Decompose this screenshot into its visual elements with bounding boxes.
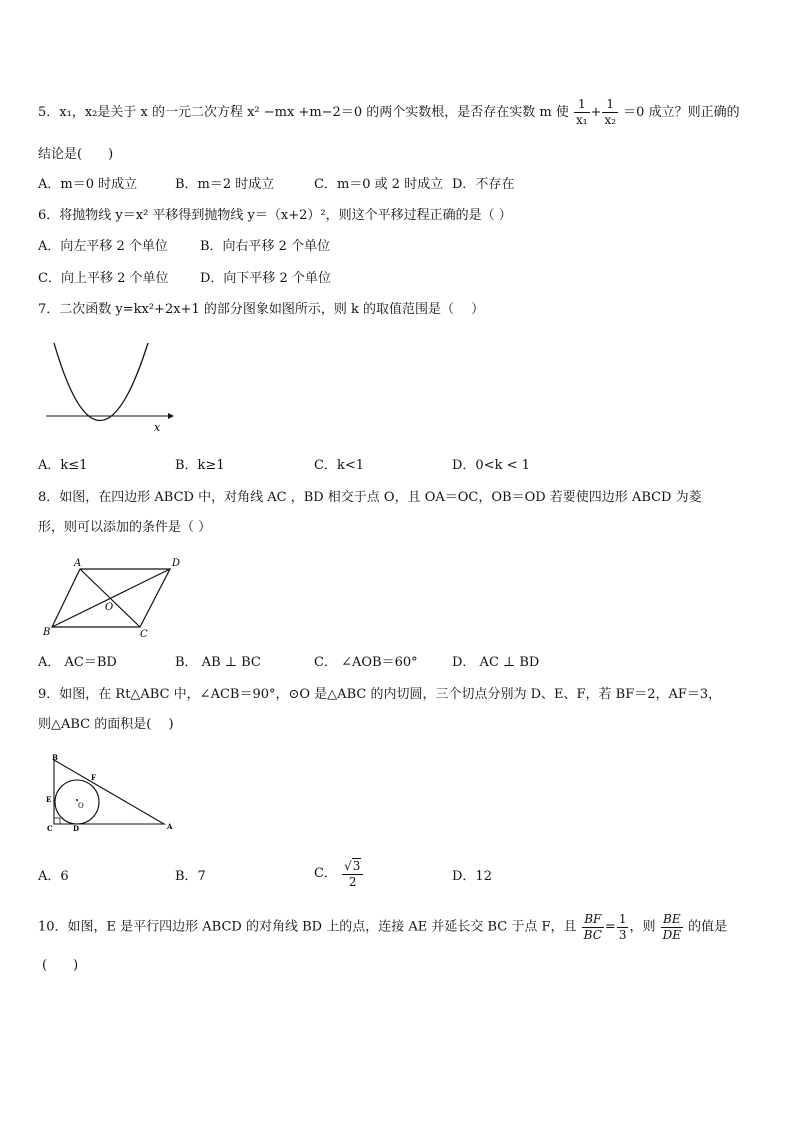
q10-text-mid: ，则 [629, 919, 656, 935]
q9-center-point [76, 799, 78, 801]
q7-option-a[interactable]: A．k≤1 [38, 458, 88, 473]
q9-right-angle-mark [54, 818, 60, 824]
q8-line2: 形，则可以添加的条件是（ ） [38, 520, 212, 535]
q9-label-c: C [47, 824, 53, 833]
q8-label-b: B [43, 627, 51, 638]
q9-triangle-figure [42, 752, 182, 834]
q9-option-a[interactable]: A．6 [38, 869, 69, 884]
q7-parabola-curve [54, 343, 148, 421]
q10-f2-den: 3 [618, 928, 627, 942]
q5-frac1-den: x₁ [575, 113, 588, 127]
q9-option-c-den: 2 [348, 875, 357, 889]
q5-line2: 结论是( ) [38, 147, 114, 162]
q5-fraction-2 [602, 97, 618, 128]
q8-label-c: C [140, 629, 148, 640]
q9-right-triangle [54, 760, 164, 824]
q8-option-b[interactable]: B． AB ⊥ BC [175, 655, 261, 670]
q5-plus: + [590, 105, 602, 120]
q9-label-a: A [167, 822, 173, 831]
q5-frac2-num: 1 [602, 97, 618, 113]
q10-line2: ( ) [42, 958, 79, 973]
q8-option-a[interactable]: A． AC＝BD [38, 655, 117, 670]
q10-text-pre: 10．如图，E 是平行四边形 ABCD 的对角线 BD 上的点，连接 AE 并延长交 BC 于点 F，且 [38, 919, 577, 935]
q9-option-d[interactable]: D．12 [452, 869, 492, 884]
q8-option-c[interactable]: C． ∠AOB＝60° [314, 655, 418, 670]
q5-text-post: ＝0 成立？则正确的 [623, 105, 740, 120]
q9-label-b: B [52, 753, 58, 762]
q9-label-e: E [46, 795, 52, 804]
q8-label-o: O [105, 602, 114, 613]
q5-fraction-1 [574, 97, 590, 128]
q7-option-d[interactable]: D．0<k < 1 [452, 458, 530, 473]
q9-option-c-radicand: 3 [352, 859, 361, 873]
q5-frac1-num: 1 [574, 97, 590, 113]
q9-option-c[interactable] [314, 858, 364, 890]
q9-option-c-fraction [342, 858, 363, 890]
q8-line1: 8．如图，在四边形 ABCD 中，对角线 AC ，BD 相交于点 O，且 OA＝OC，OB＝OD 若要使四边形 ABCD 为菱 [38, 490, 702, 505]
q9-label-f: F [91, 773, 96, 782]
q6-option-a[interactable]: A．向左平移 2 个单位 [38, 239, 168, 254]
q10-f1-num: BF [582, 912, 604, 928]
q10-f3-num: BE [661, 912, 683, 928]
q9-line2: 则△ABC 的面积是( ) [38, 717, 174, 732]
q7-x-axis-arrow [168, 413, 174, 419]
q8-label-a: A [74, 558, 82, 569]
q9-option-c-num: √3 [342, 858, 363, 875]
q7-option-c[interactable]: C．k<1 [314, 458, 364, 473]
q10-f1-den: BC [583, 928, 602, 942]
q10-text-post: 的值是 [688, 919, 728, 935]
q9-option-b[interactable]: B．7 [175, 869, 206, 884]
q9-line1: 9．如图，在 Rt△ABC 中，∠ACB＝90°，⊙O 是△ABC 的内切圆，三个切点分别为 D、E、F，若 BF＝2，AF＝3， [38, 687, 722, 702]
q10-fraction-one-third [617, 912, 629, 943]
q8-parallelogram-figure [40, 555, 190, 640]
q6-option-d[interactable]: D．向下平移 2 个单位 [200, 271, 331, 286]
q10-line1 [38, 912, 727, 943]
q10-f3-den: DE [662, 928, 681, 942]
q5-line1 [38, 97, 740, 128]
q7-option-b[interactable]: B．k≥1 [175, 458, 225, 473]
q5-option-c[interactable]: C．m＝0 或 2 时成立 [314, 177, 444, 192]
q5-frac2-den: x₂ [604, 113, 617, 127]
q8-diagonal-bd [52, 569, 170, 627]
q5-option-a[interactable]: A．m＝0 时成立 [38, 177, 138, 192]
q10-fraction-be-de [661, 912, 683, 943]
q10-f2-num: 1 [618, 912, 627, 926]
q9-label-o: O [78, 802, 84, 810]
q10-equals: = [604, 919, 616, 935]
q7-axis-label-x: x [154, 421, 161, 434]
q5-text-pre: 5．x₁，x₂是关于 x 的一元二次方程 x² −mx +m−2＝0 的两个实数根，是否存在实数 m 使 [38, 105, 569, 120]
q9-option-c-label: C． [314, 866, 337, 881]
q8-option-d[interactable]: D． AC ⊥ BD [452, 655, 540, 670]
q6-option-c[interactable]: C．向上平移 2 个单位 [38, 271, 169, 286]
q6-option-b[interactable]: B．向右平移 2 个单位 [200, 239, 331, 254]
q7-parabola-figure [44, 338, 174, 438]
q7-text: 7．二次函数 y=kx²+2x+1 的部分图象如图所示，则 k 的取值范围是（ ） [38, 302, 485, 317]
q9-label-d: D [73, 824, 80, 833]
q6-text: 6．将抛物线 y＝x² 平移得到抛物线 y＝（x+2）²，则这个平移过程正确的是（ ） [38, 208, 512, 223]
q10-fraction-bf-bc [582, 912, 604, 943]
q9-incircle [55, 780, 99, 824]
q8-label-d: D [172, 558, 181, 569]
q5-option-b[interactable]: B．m＝2 时成立 [175, 177, 275, 192]
q5-option-d[interactable]: D．不存在 [452, 177, 515, 192]
